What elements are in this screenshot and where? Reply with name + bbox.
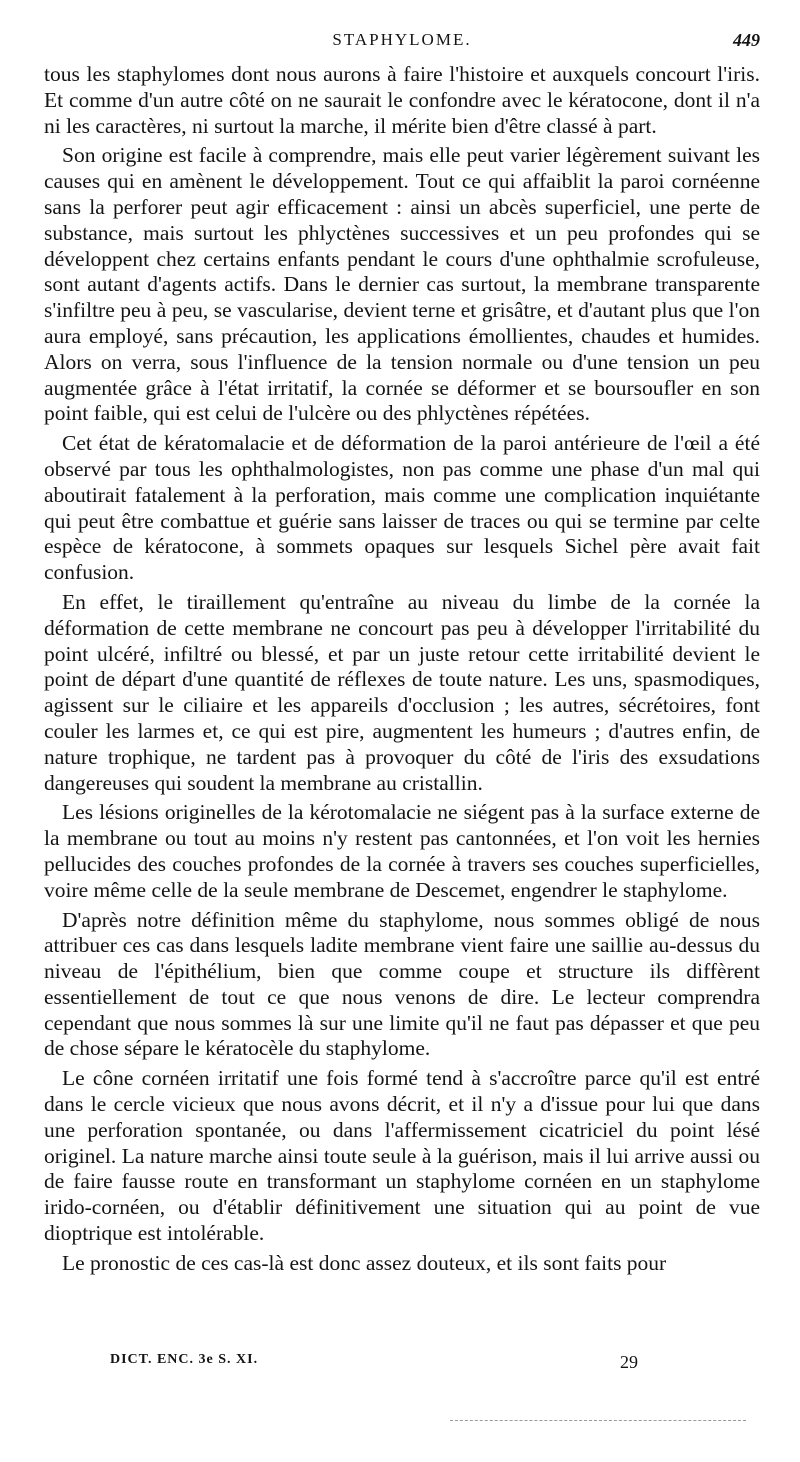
running-title: STAPHYLOME. — [332, 30, 472, 49]
footer-signature: DICT. ENC. 3e S. XI. — [110, 1352, 259, 1367]
body-text — [44, 62, 760, 1281]
page-number: 449 — [733, 30, 760, 50]
paragraph: Les lésions originelles de la kérotomalacie ne siégent pas à la surface externe de la membrane ou tout au moins n'y restent pas cantonnées, et l'on voit les hernies pellucides des couches profondes de la cornée à travers ses couches superficielles, voire même celle de la seule membrane de Descemet, engendrer le staphylome. — [44, 800, 760, 902]
running-head — [44, 30, 760, 54]
paragraph: Le cône cornéen irritatif une fois formé tend à s'accroître parce qu'il est entré dans le cercle vicieux que nous avons décrit, et il n'y a d'issue pour lui que dans une perforation spontanée, ou dans l'affermissement cicatriciel du point lésé originel. La nature marche ainsi toute seule à la guérison, mais il lui arrive aussi ou de faire fausse route en transformant un staphylome cornéen en un staphylome irido-cornéen, ou d'établir définitivement une situation qui au point de vue dioptrique est intolérable. — [44, 1066, 760, 1246]
paragraph-continuation: tous les staphylomes dont nous aurons à faire l'histoire et auxquels concourt l'iris. Et comme d'un autre côté on ne saurait le confondre avec le kératocone, dont il n'a ni les caractères, ni surtout la marche, il mérite bien d'être classé à part. — [44, 62, 760, 138]
paragraph: En effet, le tiraillement qu'entraîne au niveau du limbe de la cornée la déformation de cette membrane ne concourt pas peu à développer l'irritabilité du point ulcéré, infiltré ou blessé, et par un juste retour cette irritabilité devient le point de départ d'une quantité de réflexes de toute nature. Les uns, spasmodiques, agissent sur le ciliaire et les appareils d'occlusion ; les autres, sécrétoires, font couler les larmes et, ce qui est pire, augmentent les humeurs ; d'autres enfin, de nature trophique, ne tardent pas à provoquer du côté de l'iris des exsudations dangereuses qui soudent la membrane au cristallin. — [44, 589, 760, 795]
bottom-rule — [450, 1420, 746, 1421]
page-footer — [110, 1352, 750, 1382]
paragraph: Cet état de kératomalacie et de déformation de la paroi antérieure de l'œil a été observé par tous les ophthalmologistes, non pas comme une phase d'un mal qui aboutirait fatalement à la perforation, mais comme une complication inquiétante qui peut être combattue et guérie sans laisser de traces ou qui se termine par celte espèce de kératocone, à sommets opaques sur lesquels Sichel père avait fait confusion. — [44, 431, 760, 585]
paragraph: D'après notre définition même du staphylome, nous sommes obligé de nous attribuer ces cas dans lesquels ladite membrane vient faire une saillie au-dessus du niveau de l'épithélium, bien que comme coupe et structure ils diffèrent essentiellement de tout ce que nous venons de dire. Le lecteur comprendra cependant que nous sommes là sur une limite qu'il ne faut pas dépasser et que peu de chose sépare le kératocèle du staphylome. — [44, 907, 760, 1061]
paragraph: Son origine est facile à comprendre, mais elle peut varier légèrement suivant les causes qui en amènent le développement. Tout ce qui affaiblit la paroi cornéenne sans la perforer peut agir efficacement : ainsi un abcès superficiel, une perte de substance, mais surtout les phlyctènes successives et un peu profondes qui se développent chez certains enfants pendant le cours d'une ophthalmie scrofuleuse, sont autant d'agents actifs. Dans le dernier cas surtout, la membrane transparente s'infiltre peu à peu, se vascularise, devient terne et grisâtre, et d'autant plus que l'on aura employé, sans précaution, les applications émollientes, chaudes et humides. Alors on verra, sous l'influence de la tension normale ou d'une tension un peu augmentée grâce à l'état irritatif, la cornée se déformer et se boursoufler en son point faible, qui est celui de l'ulcère ou des phlyctènes répétées. — [44, 143, 760, 426]
footer-sheet-number: 29 — [620, 1352, 638, 1372]
paragraph: Le pronostic de ces cas-là est donc assez douteux, et ils sont faits pour — [62, 1250, 667, 1275]
